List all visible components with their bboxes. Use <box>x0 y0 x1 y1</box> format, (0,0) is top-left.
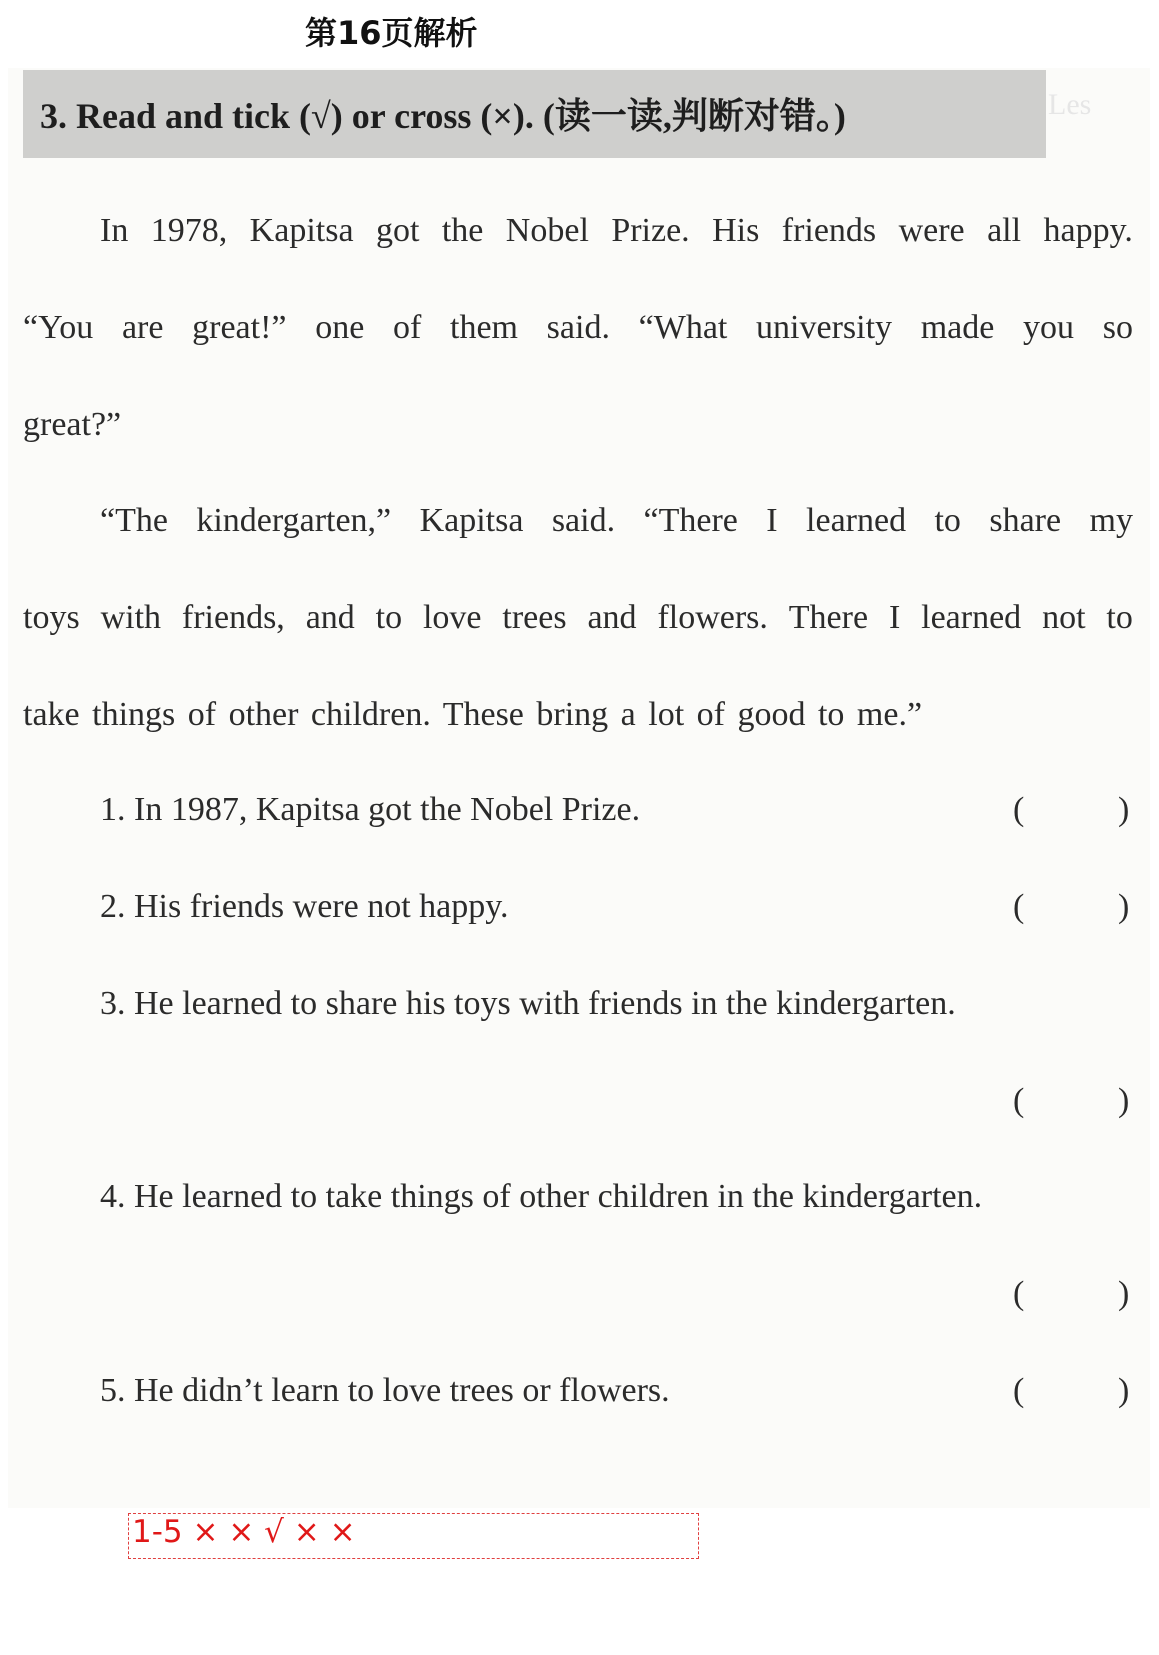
word: to <box>1106 599 1133 636</box>
word: got <box>375 212 420 249</box>
word: said. <box>546 309 610 346</box>
question-2: 2. His friends were not happy. <box>100 888 509 925</box>
word: Prize. <box>611 212 690 249</box>
word: not <box>1042 599 1086 636</box>
passage-line <box>100 502 1133 540</box>
word: “You <box>23 309 94 346</box>
question-4: 4. He learned to take things of other children in the kindergarten. <box>100 1178 983 1215</box>
word: and <box>587 599 637 636</box>
word: them <box>450 309 518 346</box>
word: friends, <box>181 599 285 636</box>
page-title: 第16页解析 <box>305 14 478 52</box>
word: love <box>422 599 482 636</box>
word: friends <box>781 212 877 249</box>
answer-blank-close: ) <box>1118 1082 1130 1119</box>
question-5: 5. He didn’t learn to love trees or flowers. <box>100 1372 670 1409</box>
passage-line <box>23 599 1133 637</box>
word: Kapitsa <box>249 212 354 249</box>
word: of <box>392 309 422 346</box>
answer-blank-open: ( <box>1013 888 1025 925</box>
word: In <box>100 212 129 249</box>
answer-blank-open: ( <box>1013 791 1025 828</box>
word: and <box>305 599 355 636</box>
answer-blank-open: ( <box>1013 1082 1025 1119</box>
word: I <box>766 502 778 539</box>
word: “There <box>643 502 738 539</box>
answer-blank-open: ( <box>1013 1372 1025 1409</box>
word: said. <box>551 502 616 539</box>
answer-key: 1-5 × × √ × × <box>132 1514 356 1550</box>
word: to <box>375 599 403 636</box>
word: university <box>756 309 893 346</box>
word: learned <box>921 599 1022 636</box>
word: share <box>989 502 1062 539</box>
word: one <box>315 309 365 346</box>
word: my <box>1089 502 1133 539</box>
word: you <box>1023 309 1075 346</box>
word: 1978, <box>150 212 228 249</box>
passage-line: take things of other children. These bring a lot of good to me.” <box>23 696 923 733</box>
question-1: 1. In 1987, Kapitsa got the Nobel Prize. <box>100 791 641 828</box>
word: so <box>1102 309 1133 346</box>
bleed-through-text: Les <box>1048 88 1092 121</box>
answer-blank-open: ( <box>1013 1275 1025 1312</box>
passage-line <box>23 309 1133 347</box>
word: toys <box>23 599 80 636</box>
word: There <box>788 599 869 636</box>
answer-blank-close: ) <box>1118 1275 1130 1312</box>
word: learned <box>806 502 907 539</box>
word: all <box>987 212 1022 249</box>
word: flowers. <box>657 599 768 636</box>
word: “What <box>638 309 728 346</box>
word: are <box>121 309 164 346</box>
word: with <box>100 599 162 636</box>
word: Nobel <box>505 212 589 249</box>
word: His <box>712 212 760 249</box>
word: the <box>441 212 484 249</box>
word: trees <box>502 599 567 636</box>
passage-line: great?” <box>23 406 122 443</box>
question-3: 3. He learned to share his toys with friends in the kindergarten. <box>100 985 956 1022</box>
word: happy. <box>1043 212 1133 249</box>
passage-line <box>100 212 1133 250</box>
answer-blank-close: ) <box>1118 1372 1130 1409</box>
word: made <box>920 309 995 346</box>
section-header: 3. Read and tick (√) or cross (×). (读一读,判断对错。) <box>40 96 846 136</box>
word: great!” <box>192 309 287 346</box>
word: “The <box>100 502 168 539</box>
word: Kapitsa <box>419 502 524 539</box>
scanned-page <box>8 68 1150 1508</box>
word: were <box>898 212 965 249</box>
word: kindergarten,” <box>196 502 392 539</box>
word: I <box>888 599 901 636</box>
answer-blank-close: ) <box>1118 888 1130 925</box>
word: to <box>934 502 961 539</box>
answer-blank-close: ) <box>1118 791 1130 828</box>
